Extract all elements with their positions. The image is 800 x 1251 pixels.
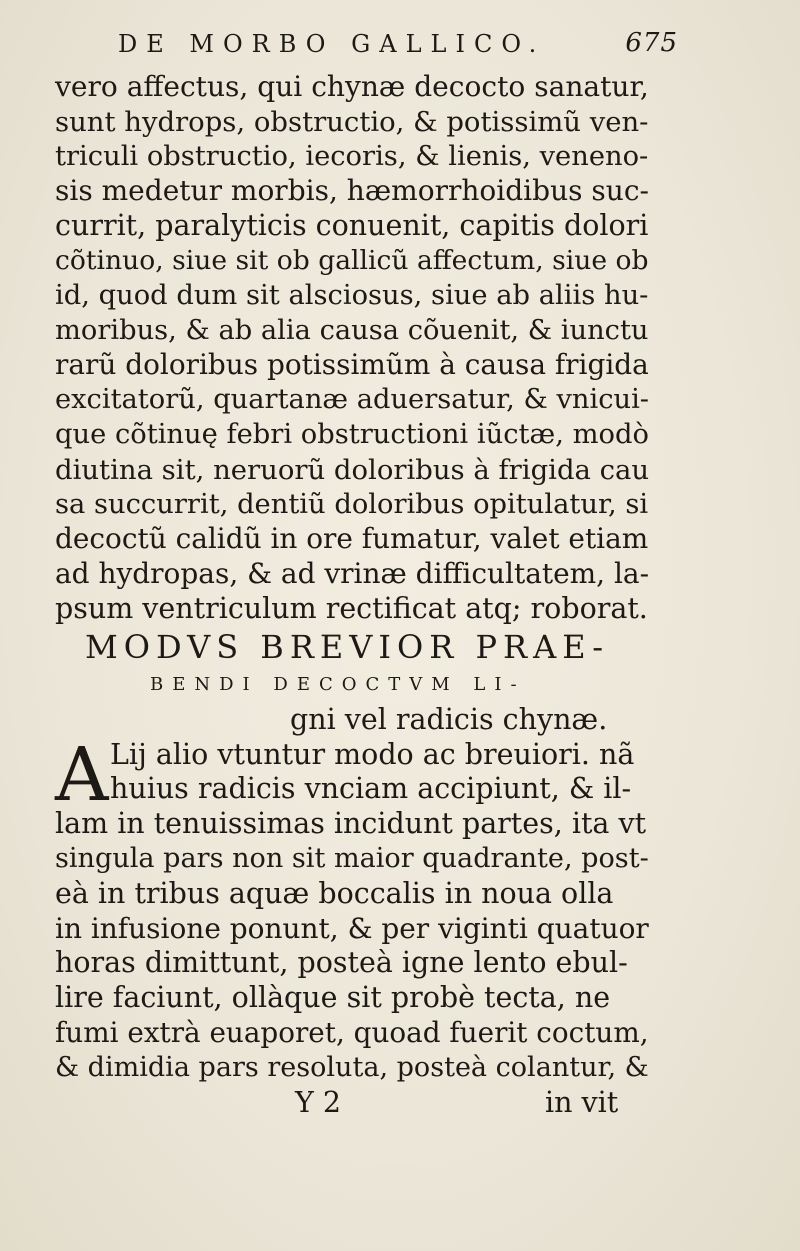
text-line: in infusione ponunt, & per viginti quatuor: [55, 911, 649, 945]
text-line: singula pars non sit maior quadrante, post-: [55, 842, 649, 874]
running-title: DE MORBO GALLICO.: [118, 30, 546, 58]
text-line: lire faciunt, ollàque sit probè tecta, ne: [55, 981, 611, 1015]
text-line: excitatorũ, quartanæ aduersatur, & vnicui-: [55, 384, 650, 416]
drop-cap: A: [55, 731, 109, 818]
paragraph-with-drop-cap: [55, 731, 655, 818]
text-line: triculi obstructio, iecoris, & lienis, veneno-: [55, 140, 649, 172]
text-line: horas dimittunt, posteà igne lento ebul-: [55, 946, 628, 980]
text-line: sa succurrit, dentiũ doloribus opitulatur, si: [55, 488, 649, 520]
page-number: 675: [625, 28, 678, 58]
text-line: que cõtinuę febri obstructioni iũctæ, modò: [55, 418, 649, 450]
text-line: moribus, & ab alia causa cõuenit, & iunctu: [55, 314, 649, 346]
running-header: [118, 28, 678, 68]
text-line: decoctũ calidũ in ore fumatur, valet etiam: [55, 522, 649, 556]
text-line: rarũ doloribus potissimũm à causa frigida: [55, 348, 649, 382]
text-line: ad hydropas, & ad vrinæ difficultatem, la-: [55, 557, 650, 591]
signature-mark: Y 2: [295, 1085, 342, 1119]
body-text: [55, 70, 655, 1120]
text-line: huius radicis vnciam accipiunt, & il-: [110, 772, 632, 806]
text-line: psum ventriculum rectificat atq; roborat.: [55, 591, 648, 625]
text-line: eà in tribus aquæ boccalis in noua olla: [55, 876, 614, 910]
text-line: id, quod dum sit alsciosus, siue ab aliis hu-: [55, 279, 649, 311]
text-line: diutina sit, neruorũ doloribus à frigida cau: [55, 453, 650, 486]
section-heading-line-1: MODVS BREVIOR PRAE-: [85, 627, 610, 666]
text-line: lam in tenuissimas incidunt partes, ita vt: [55, 807, 647, 841]
text-line: vero affectus, qui chynæ decocto sanatur,: [55, 70, 649, 103]
text-line: sunt hydrops, obstructio, & potissimũ ven-: [55, 105, 649, 138]
text-line: cõtinuo, siue sit ob gallicũ affectum, siue ob: [55, 244, 649, 276]
text-line: Lij alio vtuntur modo ac breuiori. nã: [110, 737, 635, 771]
section-heading-line-3: gni vel radicis chynæ.: [290, 702, 608, 736]
text-line: & dimidia pars resoluta, posteà colantur, &: [55, 1051, 649, 1083]
catchword: in vit: [545, 1085, 619, 1119]
text-line: currit, paralyticis conuenit, capitis dolori: [55, 209, 649, 243]
signature-line: [55, 1086, 655, 1121]
section-heading-line-2: BENDI DECOCTVM LI-: [150, 673, 526, 695]
text-line: sis medetur morbis, hæmorrhoidibus suc-: [55, 174, 649, 208]
text-line: fumi extrà euaporet, quoad fuerit coctum,: [55, 1015, 649, 1049]
